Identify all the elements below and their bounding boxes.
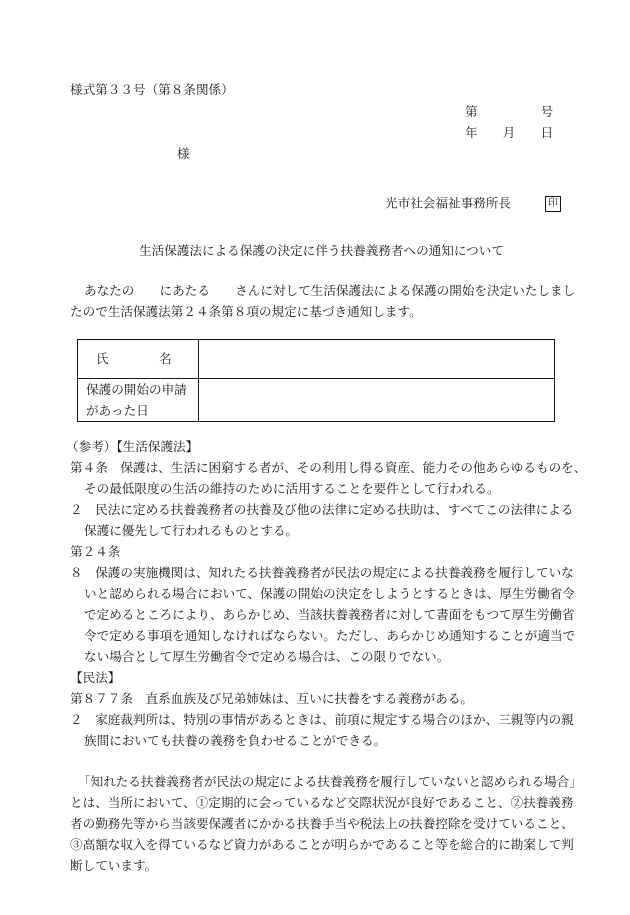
label-application-date: 保護の開始の申請 があった日 xyxy=(78,379,199,422)
art4-line-1: 第４条 保護は、生活に困窮する者が、その利用し得る資産、能力その他あらゆるものを、 xyxy=(70,460,587,475)
document-date: 年 月 日 xyxy=(465,125,554,140)
art877-2-line-2: 族間においても扶養の義務を負わせることができる。 xyxy=(84,733,387,748)
note-line-5: 断しています。 xyxy=(70,858,158,873)
addressee-suffix: 様 xyxy=(177,146,190,161)
art24-heading: 第２４条 xyxy=(70,544,121,559)
art24-8-line-1: ８ 保護の実施機関は、知れたる扶養義務者が民法の規定による扶養義務を履行していな xyxy=(70,565,574,580)
document-title: 生活保護法による保護の決定に伴う扶養義務者への通知について xyxy=(139,243,504,258)
document-number: 第 号 xyxy=(465,104,554,119)
official-seal: 印 xyxy=(545,196,561,212)
table-row-application-date xyxy=(78,379,555,422)
issuer-name: 光市社会福祉事務所長 xyxy=(385,195,511,211)
reference-heading: （参考）【生活保護法】 xyxy=(66,439,199,454)
art24-8-line-4: 令で定める事項を通知しなければならない。ただし、あらかじめ通知することが適当で xyxy=(84,628,576,643)
art4-line-2: その最低限度の生活の維持のために活用することを要件として行われる。 xyxy=(84,481,500,496)
issuer xyxy=(385,196,561,212)
note-line-2: とは、当所において、①定期的に会っているなど交際状況が良好であること、②扶養義務 xyxy=(70,795,574,810)
art24-8-line-3: で定めるところにより、あらかじめ、当該扶養義務者に対して書面をもつて厚生労働省 xyxy=(84,607,575,622)
form-number: 様式第３３号（第８条関係） xyxy=(70,82,234,97)
art4-2-line-2: 保護に優先して行われるものとする。 xyxy=(84,523,299,538)
label-name: 氏 名 xyxy=(78,340,199,379)
art877-line-1: 第８７７条 直系血族及び兄弟姉妹は、互いに扶養をする義務がある。 xyxy=(70,691,473,706)
note-line-3: 者の勤務先等から当該要保護者にかかる扶養手当や税法上の扶養控除を受けていること、 xyxy=(70,816,574,831)
value-name[interactable] xyxy=(199,340,555,379)
civil-code-heading: 【民法】 xyxy=(70,670,121,685)
info-table xyxy=(77,339,555,422)
intro-line-2: たので生活保護法第２４条第８項の規定に基づき通知します。 xyxy=(70,304,422,319)
note-line-4: ③高額な収入を得ているなど資力があることが明らかであること等を総合的に勘案して判 xyxy=(70,837,574,852)
intro-line-1: あなたの にあたる さんに対して生活保護法による保護の開始を決定いたしまし xyxy=(84,283,576,298)
value-application-date[interactable] xyxy=(199,379,555,422)
art24-8-line-2: いと認められる場合において、保護の開始の決定をしようとするときは、厚生労働省令 xyxy=(84,586,575,601)
art4-2-line-1: ２ 民法に定める扶養義務者の扶養及び他の法律に定める扶助は、すべてこの法律による xyxy=(70,502,574,517)
art24-8-line-5: ない場合として厚生労働省令で定める場合は、この限りでない。 xyxy=(84,649,450,664)
note-line-1: 「知れたる扶養義務者が民法の規定による扶養義務を履行していないと認められる場合」 xyxy=(78,774,582,789)
table-row-name xyxy=(78,340,555,379)
art877-2-line-1: ２ 家庭裁判所は、特別の事情があるときは、前項に規定する場合のほか、三親等内の親 xyxy=(70,712,574,727)
